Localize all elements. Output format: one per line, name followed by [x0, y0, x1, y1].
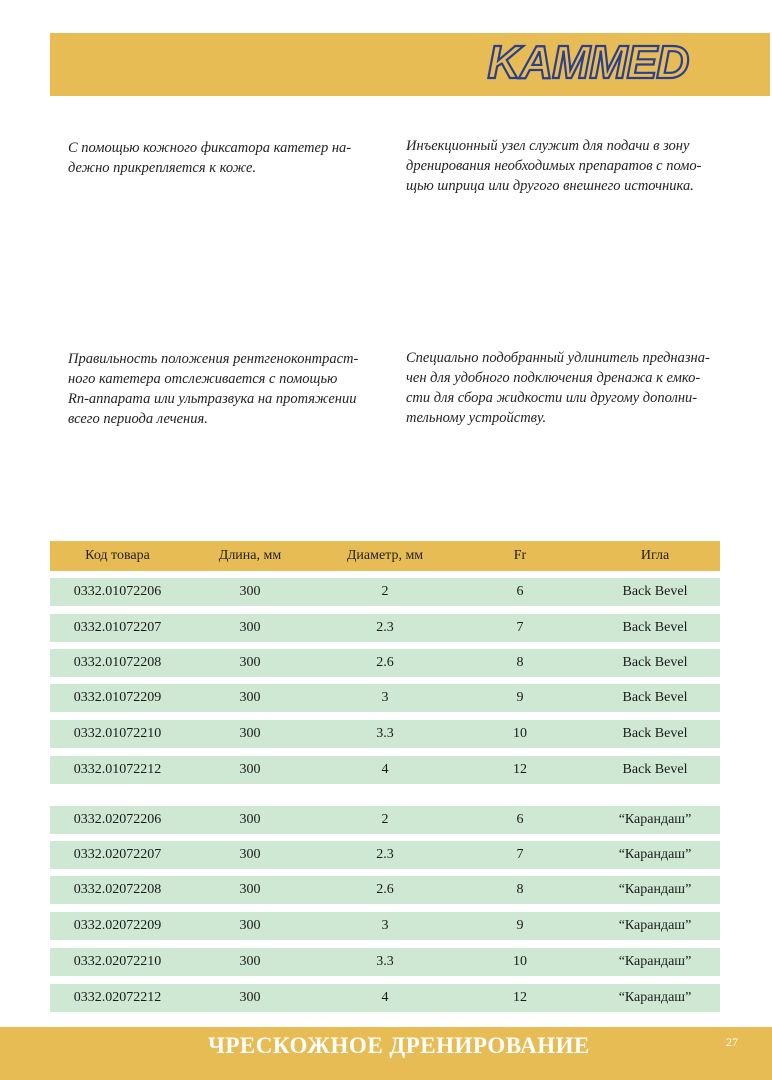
cell-length: 300: [239, 655, 261, 670]
cell-code: 0332.02072209: [73, 918, 162, 933]
cell-fr: 8: [516, 882, 524, 897]
cell-length: 300: [239, 918, 261, 933]
cell-length: 300: [239, 847, 261, 862]
column-header-diameter: Диаметр, мм: [346, 548, 424, 563]
cell-diameter: 2.6: [376, 882, 394, 897]
cell-length: 300: [239, 882, 261, 897]
table-row: [50, 948, 720, 976]
cell-fr: 10: [513, 726, 527, 741]
cell-diameter: 2.3: [376, 620, 394, 635]
table-row: [50, 876, 720, 904]
cell-diameter: 3: [381, 918, 389, 933]
cell-fr: 7: [516, 847, 524, 862]
cell-diameter: 2: [381, 812, 389, 827]
cell-code: 0332.01072208: [73, 655, 162, 670]
cell-code: 0332.02072208: [73, 882, 162, 897]
cell-needle: Back Bevel: [622, 584, 688, 599]
cell-diameter: 2.3: [376, 847, 394, 862]
table-header: [50, 541, 720, 571]
cell-code: 0332.01072210: [73, 726, 162, 741]
table-row: [50, 614, 720, 642]
cell-needle: Back Bevel: [622, 762, 688, 777]
cell-needle: Back Bevel: [622, 620, 688, 635]
cell-fr: 7: [516, 620, 524, 635]
description-radiopaque: [68, 349, 378, 429]
description-text: Специально подобранный удлинитель предназна- чен для удобного подключения дренажа к емко- сти для сбора жидкости или другому дополни- тельному устройству.: [406, 350, 710, 426]
description-text: С помощью кожного фиксатора катетер на- дежно прикрепляется к коже.: [68, 140, 352, 176]
cell-code: 0332.01072209: [73, 690, 162, 705]
table-row: [50, 756, 720, 784]
column-header-fr: Fr: [513, 548, 527, 563]
column-header-needle: Игла: [640, 548, 670, 563]
kammed-logo: [452, 42, 724, 86]
cell-length: 300: [239, 584, 261, 599]
cell-needle: “Карандаш”: [618, 812, 692, 827]
cell-diameter: 4: [381, 990, 389, 1005]
cell-code: 0332.02072212: [73, 990, 162, 1005]
cell-length: 300: [239, 954, 261, 969]
cell-length: 300: [239, 726, 261, 741]
cell-fr: 6: [516, 584, 524, 599]
cell-fr: 8: [516, 655, 524, 670]
table-row: [50, 720, 720, 748]
logo-text: KAMMED: [487, 42, 689, 86]
table-row: [50, 649, 720, 677]
description-injection-port: [406, 136, 716, 196]
cell-needle: “Карандаш”: [618, 990, 692, 1005]
cell-needle: “Карандаш”: [618, 918, 692, 933]
column-header-code: Код товара: [85, 548, 150, 563]
cell-length: 300: [239, 990, 261, 1005]
cell-code: 0332.02072206: [73, 812, 162, 827]
cell-needle: Back Bevel: [622, 655, 688, 670]
cell-diameter: 2.6: [376, 655, 394, 670]
cell-fr: 9: [516, 690, 524, 705]
cell-code: 0332.02072207: [73, 847, 162, 862]
cell-fr: 12: [513, 762, 527, 777]
cell-code: 0332.01072206: [73, 584, 162, 599]
description-extension: [406, 348, 716, 428]
description-text: Правильность положения рентгеноконтраст- ного катетера отслеживается с помощью Rn-аппарата или ультразвука на протяжении всего периода лечения.: [68, 351, 359, 427]
cell-code: 0332.01072212: [73, 762, 162, 777]
cell-diameter: 3.3: [376, 954, 394, 969]
cell-needle: Back Bevel: [622, 726, 688, 741]
table-row: [50, 984, 720, 1012]
cell-length: 300: [239, 690, 261, 705]
cell-code: 0332.02072210: [73, 954, 162, 969]
page-number: 27: [726, 1035, 738, 1049]
description-text: Инъекционный узел служит для подачи в зону дренирования необходимых препаратов с помо- щью шприца или другого внешнего источника.: [406, 138, 702, 194]
cell-needle: Back Bevel: [622, 690, 688, 705]
description-fixator: [68, 138, 378, 178]
table-row: [50, 578, 720, 606]
cell-length: 300: [239, 620, 261, 635]
cell-diameter: 2: [381, 584, 389, 599]
column-header-length: Длина, мм: [218, 548, 282, 563]
table-row: [50, 684, 720, 712]
cell-diameter: 3.3: [376, 726, 394, 741]
cell-needle: “Карандаш”: [618, 847, 692, 862]
cell-length: 300: [239, 812, 261, 827]
cell-fr: 6: [516, 812, 524, 827]
cell-diameter: 4: [381, 762, 389, 777]
cell-fr: 9: [516, 918, 524, 933]
cell-code: 0332.01072207: [73, 620, 162, 635]
section-title: ЧРЕСКОЖНОЕ ДРЕНИРОВАНИЕ: [208, 1033, 590, 1058]
cell-length: 300: [239, 762, 261, 777]
table-row: [50, 806, 720, 834]
cell-fr: 10: [513, 954, 527, 969]
cell-diameter: 3: [381, 690, 389, 705]
table-row: [50, 841, 720, 869]
cell-needle: “Карандаш”: [618, 954, 692, 969]
cell-fr: 12: [513, 990, 527, 1005]
table-row: [50, 912, 720, 940]
cell-needle: “Карандаш”: [618, 882, 692, 897]
